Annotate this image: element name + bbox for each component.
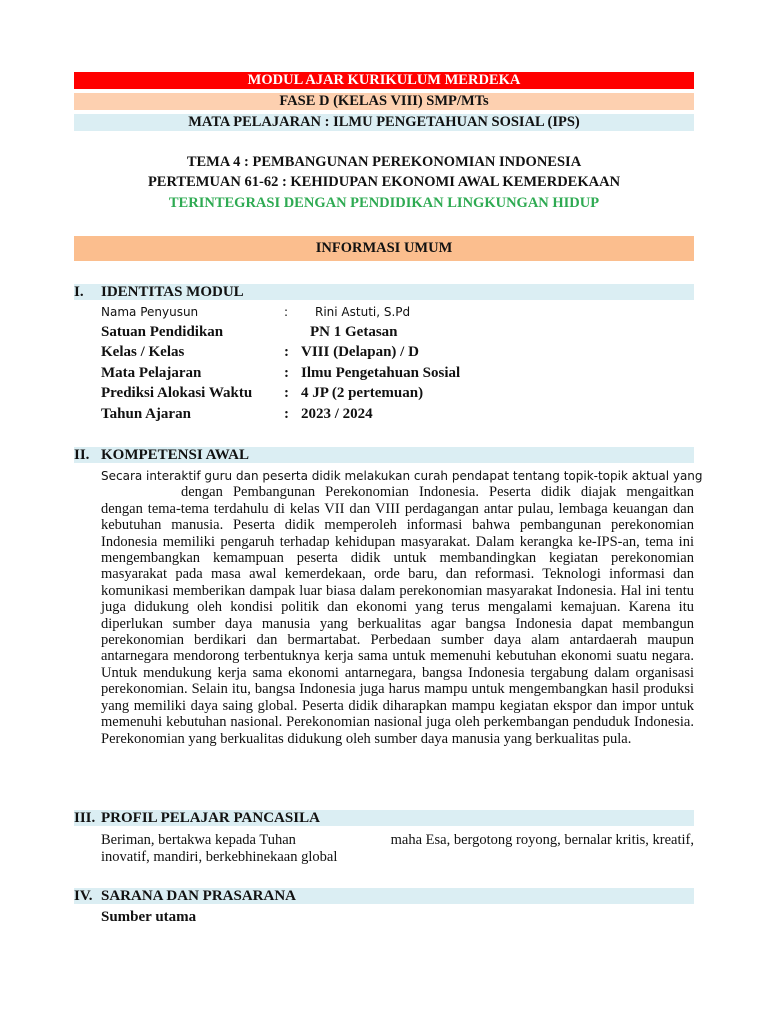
- section-sarana-heading: [74, 888, 694, 904]
- section-title: KOMPETENSI AWAL: [101, 447, 249, 463]
- section-number: III.: [74, 810, 96, 826]
- identity-value: Ilmu Pengetahuan Sosial: [301, 365, 461, 381]
- identity-colon: :: [284, 305, 289, 319]
- subject-band: MATA PELAJARAN : ILMU PENGETAHUAN SOSIAL (IPS): [74, 114, 694, 131]
- identity-value: PN 1 Getasan: [310, 324, 398, 340]
- section-title: SARANA DAN PRASARANA: [101, 888, 297, 904]
- meeting-title: PERTEMUAN 61-62 : KEHIDUPAN EKONOMI AWAL KEMERDEKAAN: [147, 174, 621, 190]
- section-number: IV.: [74, 888, 93, 904]
- identity-colon: :: [284, 406, 289, 422]
- pancasila-line2: inovatif, mandiri, berkebhinekaan global: [101, 849, 338, 865]
- identity-label: Mata Pelajaran: [101, 365, 202, 381]
- section-kompetensi-heading: [74, 447, 694, 463]
- section-number: I.: [74, 284, 84, 300]
- identity-row-school: [101, 324, 661, 344]
- theme-title: TEMA 4 : PEMBANGUNAN PEREKONOMIAN INDONESIA: [186, 154, 582, 170]
- identity-value: 4 JP (2 pertemuan): [301, 385, 424, 401]
- identity-colon: :: [284, 344, 289, 360]
- identity-row-class: [101, 344, 661, 364]
- title-band: MODUL AJAR KURIKULUM MERDEKA: [74, 72, 694, 89]
- integration-title: TERINTEGRASI DENGAN PENDIDIKAN LINGKUNGAN HIDUP: [168, 195, 600, 211]
- kompetensi-paragraph: [101, 468, 703, 747]
- section-title: IDENTITAS MODUL: [101, 284, 244, 300]
- identity-row-subject: [101, 365, 661, 385]
- identity-label: Kelas / Kelas: [101, 344, 185, 360]
- phase-band: FASE D (KELAS VIII) SMP/MTs: [74, 93, 694, 110]
- pancasila-line1b: maha Esa, bergotong royong, bernalar kritis, kreatif,: [390, 832, 694, 848]
- sumber-utama-label: Sumber utama: [101, 909, 197, 925]
- identity-label: Tahun Ajaran: [101, 406, 191, 422]
- info-umum-band: INFORMASI UMUM: [74, 236, 694, 261]
- identity-label: Prediksi Alokasi Waktu: [101, 385, 253, 401]
- identity-value: 2023 / 2024: [301, 406, 373, 422]
- identity-row-time: [101, 385, 661, 405]
- identity-label: Nama Penyusun: [101, 305, 199, 319]
- section-title: PROFIL PELAJAR PANCASILA: [101, 810, 320, 826]
- pancasila-line1a: Beriman, bertakwa kepada Tuhan: [101, 832, 296, 848]
- identity-row-author: [101, 305, 661, 325]
- kompetensi-first-line: Secara interaktif guru dan peserta didik melakukan curah pendapat tentang topik-topik aktual yang: [101, 469, 703, 483]
- identity-colon: :: [284, 385, 289, 401]
- identity-row-year: [101, 406, 661, 426]
- pancasila-text: [101, 832, 694, 866]
- identity-label: Satuan Pendidikan: [101, 324, 224, 340]
- identity-colon: :: [284, 365, 289, 381]
- identity-value: VIII (Delapan) / D: [301, 344, 419, 360]
- section-pancasila-heading: [74, 810, 694, 826]
- kompetensi-body: dengan Pembangunan Perekonomian Indonesia. Peserta didik diajak mengaitkan dengan tema-tema terdahulu di kelas VII dan VIII perdagangan antar pulau, lembaga keuangan dan kebutuhan manusia. Peserta didik memperoleh informasi bahwa pembangunan perekonomian Indonesia memiliki pengaruh terhadap kehidupan masyarakat. Dalam kerangka ke-IPS-an, tema ini mengembangkan kemampuan peserta didik untuk membandingkan kegiatan perekonomian masyarakat pada masa awal kemerdekaan, orde baru, dan reformasi. Teknologi informasi dan komunikasi memberikan dampak luar biasa dalam perekonomian masyarakat Indonesia. Hal ini tentu juga didukung oleh kondisi politik dan ekonomi yang terus mengalami kemajuan. Karena itu diperlukan sumber daya manusia yang berkualitas agar bangsa Indonesia dapat membangun perekonomian berdikari dan bermartabat. Perbedaan sumber daya alam antardaerah maupun antarnegara mendorong terbentuknya kerja sama untuk memenuhi kebutuhan ekonomi suatu negara. Untuk mendukung kerja sama ekonomi antarnegara, bangsa Indonesia tergabung dalam organisasi perekonomian. Selain itu, bangsa Indonesia juga harus mampu untuk mengembangkan hasil produksi yang memiliki daya saing global. Peserta didik diharapkan mampu kegiatan ekspor dan impor untuk memenuhi kebutuhan nasional. Perekonomian nasional juga oleh perkembangan penduduk Indonesia. Perekonomian yang berkualitas didukung oleh sumber daya manusia yang berkualitas pula.: [101, 484, 694, 747]
- section-identitas-heading: [74, 284, 694, 300]
- identity-value: Rini Astuti, S.Pd: [315, 305, 411, 319]
- section-number: II.: [74, 447, 90, 463]
